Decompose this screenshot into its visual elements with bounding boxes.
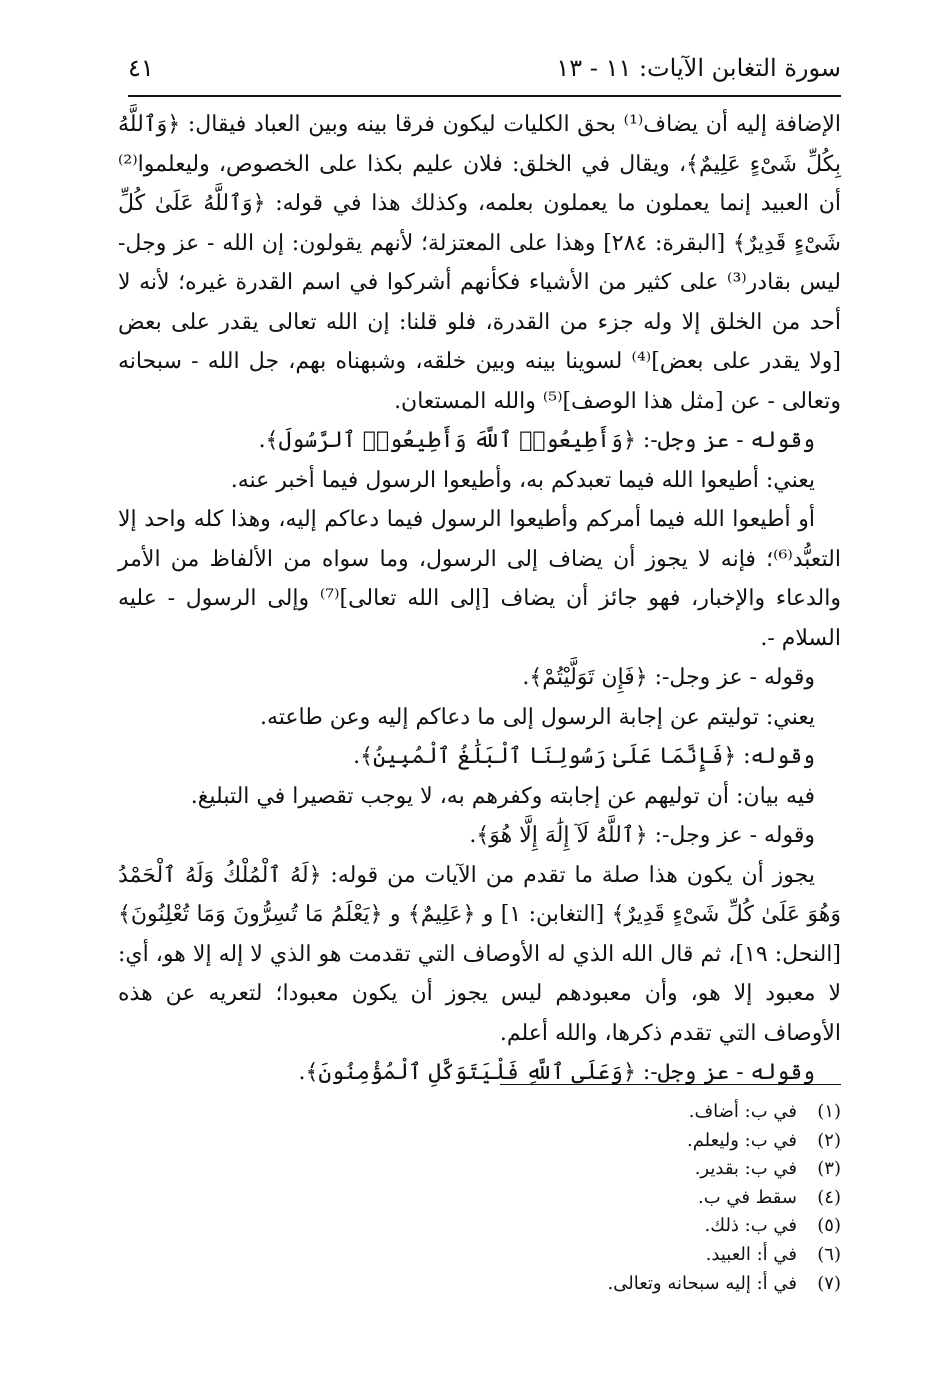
- footnote-text: في أ: العبيد.: [705, 1243, 797, 1265]
- paragraph: وقوله - عز وجل-: ﴿وَعَلَى ٱللَّهِ فَلْيَتَوَكَّلِ ٱلْمُؤْمِنُونَ﴾.: [298, 1060, 815, 1085]
- header-divider: [128, 95, 841, 97]
- footnote: [400, 1155, 841, 1184]
- paragraph: وقوله - عز وجل-: ﴿فَإِن تَوَلَّيْتُمْ﴾.: [522, 665, 815, 690]
- paragraph: وقوله: ﴿فَإِنَّمَا عَلَىٰ رَسُولِنَا ٱلْبَلَٰغُ ٱلْمُبِينُ﴾.: [353, 744, 815, 769]
- paragraph: يجوز أن يكون هذا صلة ما تقدم من الآيات من قوله: ﴿لَهُ ٱلْمُلْكُ وَلَهُ ٱلْحَمْدُ وَهُوَ عَلَىٰ كُلِّ شَىْءٍ قَدِيرٌ﴾ [التغابن: ١] و ﴿عَلِيمٌ﴾ و ﴿يَعْلَمُ مَا تُسِرُّونَ وَمَا تُعْلِنُونَ﴾ [النحل: ١٩]، ثم قال الله الذي له الأوصاف التي تقدمت هو الذي لا إله إلا هو، أي: لا معبود إلا هو، وأن معبودهم ليس يجوز أن يكون معبودا؛ لتعريه عن هذه الأوصاف التي تقدم ذكرها، والله أعلم.: [118, 862, 842, 1046]
- footnote-text: في ب: بقدير.: [694, 1158, 797, 1180]
- footnote-text: في أ: إليه سبحانه وتعالى.: [607, 1272, 797, 1294]
- footnote-number: (٥): [817, 1215, 841, 1237]
- footnote-text: في ب: ذلك.: [704, 1215, 797, 1237]
- page-number: ٤١: [128, 54, 154, 82]
- footnote: [400, 1184, 841, 1213]
- paragraph: الإضافة إليه أن يضاف⁽¹⁾ بحق الكليات ليكون فرقا بينه وبين العباد فيقال: ﴿وَٱللَّهُ بِكُلِّ شَىْءٍ عَلِيمٌ﴾، ويقال في الخلق: فلان عليم بكذا على الخصوص، وليعلموا⁽²⁾ أن العبيد إنما يعملون ما يعملون بعلمه، وكذلك هذا في قوله: ﴿وَٱللَّهُ عَلَىٰ كُلِّ شَىْءٍ قَدِيرٌ﴾ [البقرة: ٢٨٤] وهذا على المعتزلة؛ لأنهم يقولون: إن الله - عز وجل- ليس بقادر⁽³⁾ على كثير من الأشياء فكأنهم أشركوا في اسم القدرة غيره؛ لأنه لا أحد من الخلق إلا وله جزء من القدرة، فلو قلنا: إن الله تعالى يقدر على بعض [ولا يقدر على بعض]⁽⁴⁾ لسوينا بينه وبين خلقه، وشبهناه بهم، جل الله - سبحانه وتعالى - عن [مثل هذا الوصف]⁽⁵⁾ والله المستعان.: [118, 112, 842, 414]
- paragraph: يعني: توليتم عن إجابة الرسول إلى ما دعاكم إليه وعن طاعته.: [259, 704, 815, 730]
- footnote-number: (٣): [817, 1158, 841, 1180]
- paragraph: وقوله - عز وجل-: ﴿ٱللَّهُ لَآ إِلَٰهَ إِلَّا هُوَ﴾.: [469, 823, 815, 848]
- footnote: [400, 1241, 841, 1270]
- footnote-text: في ب: أضاف.: [688, 1101, 797, 1122]
- footnote-number: (٢): [817, 1129, 841, 1151]
- footnote: [400, 1270, 841, 1299]
- page-header: [128, 52, 841, 92]
- paragraph: يعني: أطيعوا الله فيما تعبدكم به، وأطيعوا الرسول فيما أخبر عنه.: [230, 467, 815, 493]
- paragraph: أو أطيعوا الله فيما أمركم وأطيعوا الرسول فيما دعاكم إليه، وهذا كله واحد إلا التعبُّد⁽⁶⁾؛ فإنه لا يجوز أن يضاف إلى الرسول، وما سواه من الألفاظ من الأمر والدعاء والإخبار، فهو جائز أن يضاف [إلى الله تعالى]⁽⁷⁾ وإلى الرسول - عليه السلام -.: [118, 507, 841, 651]
- paragraph: وقوله - عز وجل-: ﴿وَأَطِيعُوا۟ ٱللَّهَ وَأَطِيعُوا۟ ٱلرَّسُولَ﴾.: [258, 428, 815, 453]
- paragraph: فيه بيان: أن توليهم عن إجابته وكفرهم به، لا يوجب تقصيرا في التبليغ.: [190, 783, 815, 809]
- footnote-text: سقط في ب.: [698, 1186, 797, 1208]
- main-text: [118, 105, 841, 1093]
- footnote-number: (١): [817, 1101, 841, 1122]
- footnote: [400, 1098, 841, 1127]
- footnote: [400, 1127, 841, 1156]
- footnotes-list: [400, 1098, 841, 1298]
- footnote-divider: [500, 1084, 841, 1085]
- footnote-number: (٧): [817, 1272, 841, 1294]
- footnote-number: (٤): [817, 1186, 841, 1208]
- running-title: سورة التغابن الآيات: ١١ - ١٣: [556, 54, 841, 82]
- footnote-number: (٦): [817, 1243, 841, 1265]
- footnote-text: في ب: وليعلم.: [686, 1129, 797, 1151]
- footnote: [400, 1212, 841, 1241]
